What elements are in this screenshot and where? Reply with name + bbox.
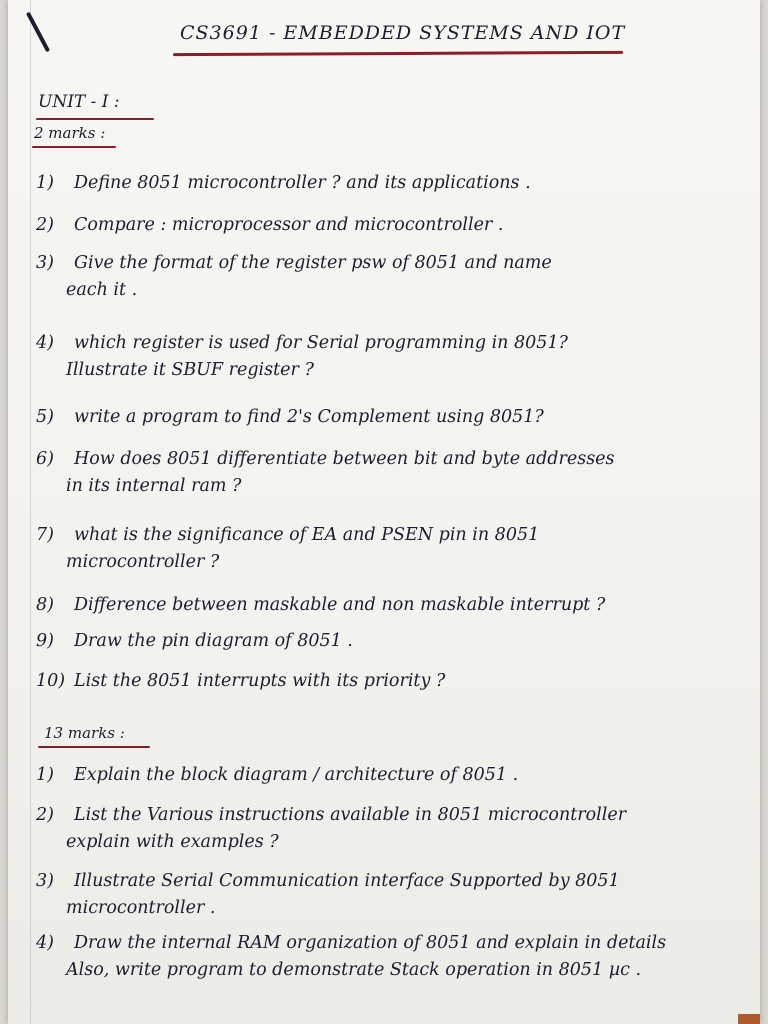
question-number: 1) (36, 173, 54, 193)
question-text: List the 8051 interrupts with its priority ? (74, 671, 446, 691)
two-mark-question-item (36, 446, 756, 500)
question-text: Illustrate Serial Communication interface Supported by 8051 (74, 871, 620, 891)
thirteen-mark-question-item (36, 930, 756, 984)
two-mark-question-item (36, 404, 756, 431)
question-text-continuation: microcontroller ? (66, 552, 220, 573)
question-number: 7) (36, 525, 54, 545)
unit-heading: UNIT - I : (38, 92, 120, 112)
title-underline (173, 51, 623, 56)
question-text: Define 8051 microcontroller ? and its applications . (74, 173, 531, 193)
question-number: 2) (36, 805, 54, 825)
question-number: 4) (36, 933, 54, 953)
two-mark-question-item (36, 668, 756, 695)
thirteen-mark-question-item (36, 868, 756, 922)
thirteen-mark-question-item (36, 802, 756, 856)
question-number: 3) (36, 871, 54, 891)
question-text: Give the format of the register psw of 8051 and name (74, 253, 552, 273)
unit-heading-underline (36, 118, 154, 120)
page-edge-mark (738, 1014, 760, 1024)
question-text: How does 8051 differentiate between bit and byte addresses (74, 449, 615, 469)
question-text: write a program to find 2's Complement using 8051? (74, 407, 544, 427)
two-marks-heading: 2 marks : (34, 124, 106, 142)
question-number: 9) (36, 631, 54, 651)
question-text-continuation: each it . (66, 280, 138, 301)
thirteen-mark-question-item (36, 762, 756, 789)
question-text-continuation: explain with examples ? (66, 832, 279, 853)
question-number: 5) (36, 407, 54, 427)
question-number: 10) (36, 671, 66, 691)
question-text: which register is used for Serial programming in 8051? (74, 333, 568, 353)
two-mark-question-item (36, 250, 756, 304)
question-text-continuation: Also, write program to demonstrate Stack operation in 8051 µc . (66, 960, 642, 981)
question-text: Draw the internal RAM organization of 8051 and explain in details (74, 933, 667, 953)
question-number: 2) (36, 215, 54, 235)
question-number: 4) (36, 333, 54, 353)
two-mark-question-item (36, 330, 756, 384)
two-mark-question-item (36, 522, 756, 576)
notebook-page (8, 0, 760, 1024)
question-text: what is the significance of EA and PSEN pin in 8051 (74, 525, 540, 545)
thirteen-marks-heading: 13 marks : (44, 724, 125, 742)
two-mark-question-item (36, 628, 756, 655)
question-number: 1) (36, 765, 54, 785)
question-text-continuation: Illustrate it SBUF register ? (66, 360, 314, 381)
page-title: CS3691 - EMBEDDED SYSTEMS AND IOT (180, 22, 626, 44)
question-number: 6) (36, 449, 54, 469)
two-mark-question-item (36, 170, 756, 197)
question-number: 8) (36, 595, 54, 615)
question-text: Explain the block diagram / architecture of 8051 . (74, 765, 519, 785)
question-text-continuation: microcontroller . (66, 898, 216, 919)
two-mark-question-item (36, 212, 756, 239)
margin-line (30, 0, 31, 1024)
question-text: Draw the pin diagram of 8051 . (74, 631, 353, 651)
two-marks-underline (32, 146, 116, 148)
two-mark-question-item (36, 592, 756, 619)
question-text: Compare : microprocessor and microcontroller . (74, 215, 504, 235)
question-number: 3) (36, 253, 54, 273)
question-text: List the Various instructions available in 8051 microcontroller (74, 805, 627, 825)
question-text: Difference between maskable and non maskable interrupt ? (74, 595, 606, 615)
thirteen-marks-underline (38, 746, 150, 748)
question-text-continuation: in its internal ram ? (66, 476, 242, 497)
